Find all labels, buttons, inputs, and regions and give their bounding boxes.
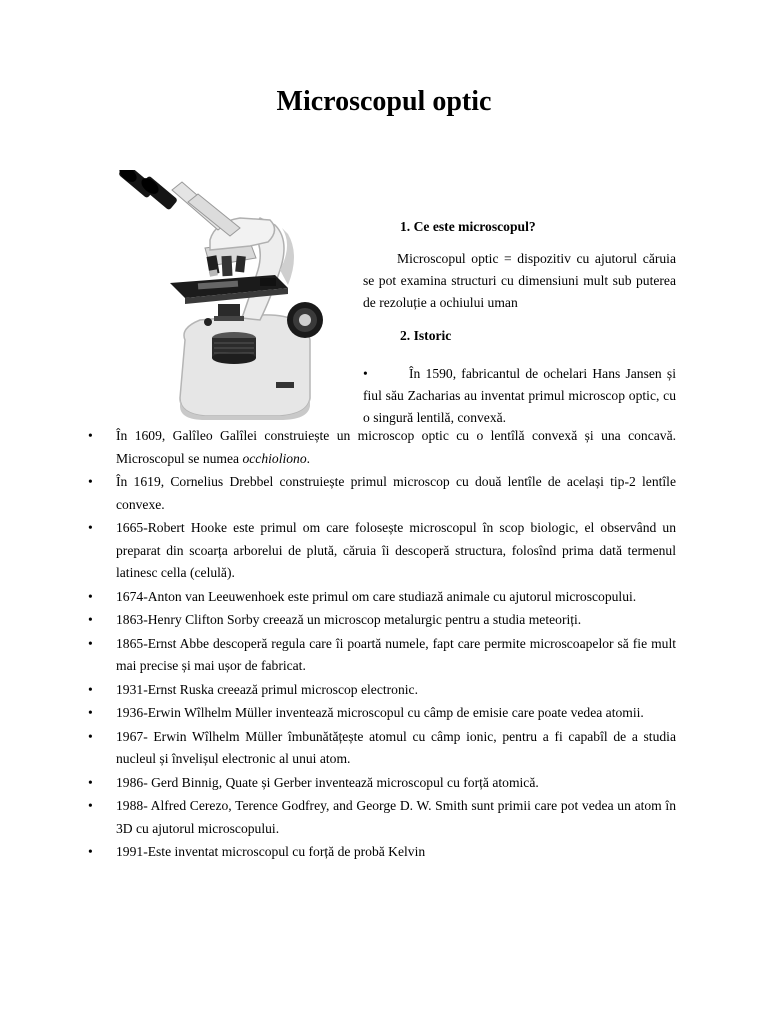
history-item-text: 1967- Erwin Wîlhelm Müller îmbunătățește atomul cu câmp ionic, pentru a fi capabîl de a studia nucleul și învelișul electronic al unui atom. — [116, 728, 676, 766]
history-item — [88, 471, 676, 516]
section-heading-2: 2. Istoric — [400, 328, 452, 343]
history-item — [88, 633, 676, 678]
history-item — [88, 702, 676, 725]
bullet-icon: • — [88, 705, 93, 720]
bullet-icon: • — [88, 520, 93, 535]
microscope-image — [110, 170, 355, 420]
history-item-text: În 1609, Galîleo Galîlei construiește un microscop optic cu o lentîlă convexă și una concavă. Microscopul se numea — [116, 428, 676, 466]
bullet-icon: • — [88, 798, 93, 813]
bullet-icon: • — [88, 774, 93, 790]
history-list — [88, 425, 676, 865]
page-title: Microscopul optic — [276, 86, 492, 117]
history-item — [88, 726, 676, 771]
history-item-text: 1863-Henry Clifton Sorby creează un microscop metalurgic pentru a studia meteoriți. — [116, 612, 582, 627]
history-item — [88, 609, 676, 632]
history-item-text: 1665-Robert Hooke este primul om care folosește microscopul în scop biologic, el observând un preparat din scoarța arborelui de plută, căruia îi descoperă structura, folosînd prima dată termenul latinesc cella (celulă). — [116, 520, 676, 580]
history-item-1590-text: În 1590, fabricantul de ochelari Hans Jansen și fiul său Zacharias au inventat primul microscop optic, cu o singură lentilă, convexă. — [363, 366, 676, 425]
bullet-icon: • — [88, 844, 93, 859]
history-item-1590 — [363, 363, 676, 429]
bullet-icon: • — [363, 366, 368, 381]
history-item-text: 1674-Anton van Leeuwenhoek este primul om care studiază animale cu ajutorul microscopului. — [116, 588, 637, 604]
history-item — [88, 795, 676, 840]
history-item — [88, 586, 676, 609]
history-item-italic: occhioliono — [242, 450, 307, 466]
history-item — [88, 425, 676, 470]
history-item-text: 1991-Este inventat microscopul cu forță de probă Kelvin — [116, 844, 426, 859]
history-item-end: . — [306, 450, 311, 466]
bullet-icon: • — [88, 474, 93, 489]
history-item — [88, 679, 676, 702]
bullet-icon: • — [88, 428, 93, 443]
history-item-text: În 1619, Cornelius Drebbel construiește primul microscop cu două lentîle de același tip-2 lentîle convexe. — [116, 474, 676, 512]
bullet-icon: • — [88, 728, 93, 744]
history-item-text: 1936-Erwin Wîlhelm Müller inventează microscopul cu câmp de emisie care poate vedea atomii. — [116, 705, 644, 720]
bullet-icon: • — [88, 612, 93, 627]
history-item-text: 1865-Ernst Abbe descoperă regula care îi poartă numele, fapt care permite microscoapelor să fie mult mai precise și mai ușor de fabricat. — [116, 635, 676, 673]
bullet-icon: • — [88, 635, 93, 651]
history-item — [88, 841, 676, 864]
history-item-text: 1931-Ernst Ruska creează primul microscop electronic. — [116, 681, 418, 697]
history-item-text: 1986- Gerd Binnig, Quate și Gerber inventează microscopul cu forță atomică. — [116, 774, 539, 790]
history-item — [88, 772, 676, 795]
intro-column — [363, 216, 676, 429]
bullet-icon: • — [88, 681, 93, 697]
bullet-icon: • — [88, 588, 93, 604]
definition-paragraph: Microscopul optic = dispozitiv cu ajutorul căruia se pot examina structuri cu dimensiuni mult sub puterea de rezoluție a ochiului uman — [363, 251, 676, 310]
history-item — [88, 517, 676, 585]
section-heading-1: 1. Ce este microscopul? — [400, 219, 536, 234]
history-item-text: 1988- Alfred Cerezo, Terence Godfrey, and George D. W. Smith sunt primii care pot vedea un atom în 3D cu ajutorul microscopului. — [116, 798, 676, 836]
